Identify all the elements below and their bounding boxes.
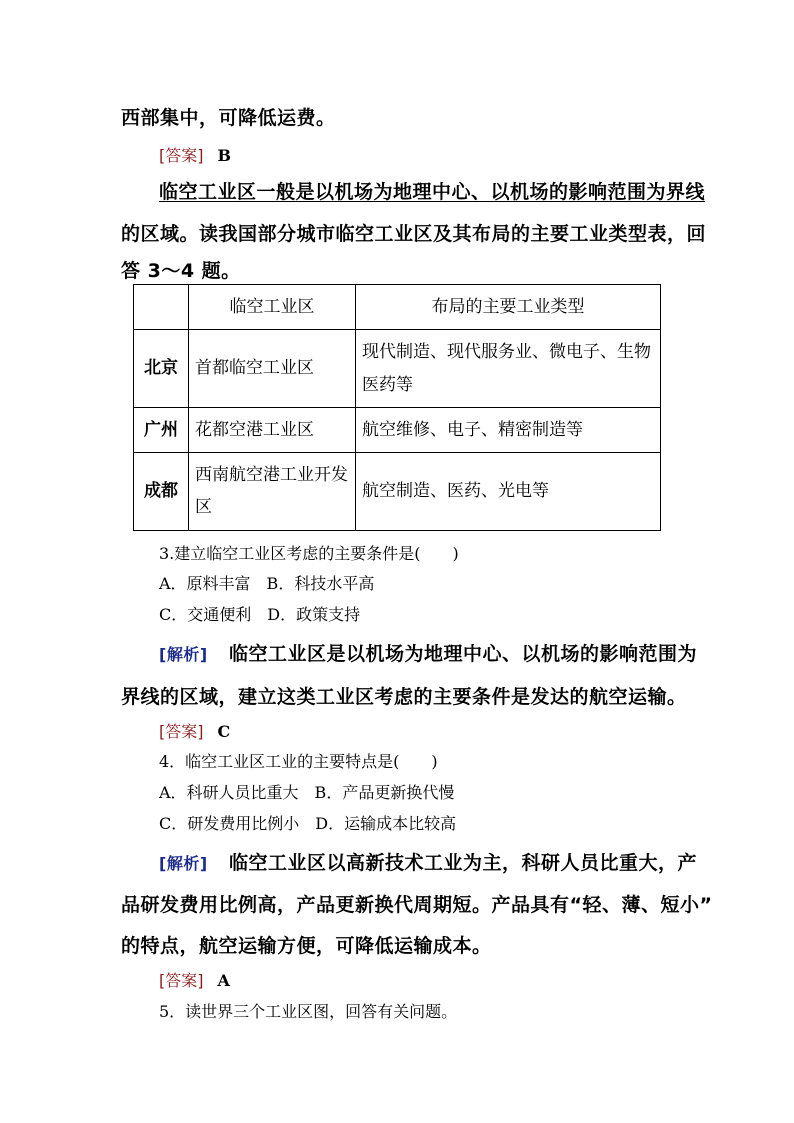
table-header-cell: 临空工业区 xyxy=(189,285,356,330)
industry-cell: 航空制造、医药、光电等 xyxy=(356,453,661,531)
answer-value: A xyxy=(217,971,230,990)
explanation-tag: [解析] xyxy=(159,645,208,664)
zone-cell: 西南航空港工业开发区 xyxy=(189,453,356,531)
table-row xyxy=(134,453,661,531)
answer-line-1 xyxy=(159,143,231,166)
answer-value: B xyxy=(217,146,232,165)
table-header-cell xyxy=(134,285,189,330)
question-4-options-ab: A．科研人员比重大 B．产品更新换代慢 xyxy=(159,783,455,802)
explanation-4-line-3: 的特点，航空运输方便，可降低运输成本。 xyxy=(121,935,492,957)
table-header-cell: 布局的主要工业类型 xyxy=(356,285,661,330)
explanation-4-line-1 xyxy=(159,848,697,875)
table-row xyxy=(134,407,661,452)
table-header-row xyxy=(134,285,661,330)
answer-line-3 xyxy=(159,719,230,742)
answer-tag: [答案] xyxy=(159,971,204,990)
zone-cell: 花都空港工业区 xyxy=(189,407,356,452)
intro-line-3: 答 3～4 题。 xyxy=(121,260,241,282)
explanation-text: 临空工业区以高新技术工业为主，科研人员比重大，产 xyxy=(229,852,698,874)
intro-line-1-text: 临空工业区一般是以机场为地理中心、以机场的影响范围为界线 xyxy=(159,181,706,203)
zone-cell: 首都临空工业区 xyxy=(189,330,356,408)
city-cell: 广州 xyxy=(134,407,189,452)
industrial-zone-table xyxy=(133,284,661,531)
industry-cell: 航空维修、电子、精密制造等 xyxy=(356,407,661,452)
answer-tag: [答案] xyxy=(159,722,204,741)
explanation-3-line-1 xyxy=(159,639,697,666)
city-cell: 成都 xyxy=(134,453,189,531)
question-3-stem: 3.建立临空工业区考虑的主要条件是( ) xyxy=(159,544,459,563)
question-3-options-cd: C．交通便利 D．政策支持 xyxy=(159,605,361,624)
question-5-stem: 5．读世界三个工业区图，回答有关问题。 xyxy=(159,1002,458,1021)
paragraph-continuation: 西部集中，可降低运费。 xyxy=(121,107,336,129)
explanation-3-line-2: 界线的区域，建立这类工业区考虑的主要条件是发达的航空运输。 xyxy=(121,686,687,708)
industry-cell: 现代制造、现代服务业、微电子、生物医药等 xyxy=(356,330,661,408)
explanation-tag: [解析] xyxy=(159,854,208,873)
explanation-4-line-2: 品研发费用比例高，产品更新换代周期短。产品具有“轻、薄、短小” xyxy=(121,894,713,916)
table-row xyxy=(134,330,661,408)
intro-line-2: 的区域。读我国部分城市临空工业区及其布局的主要工业类型表，回 xyxy=(121,223,707,245)
answer-tag: [答案] xyxy=(159,146,204,165)
question-3-options-ab: A．原料丰富 B．科技水平高 xyxy=(159,574,375,593)
city-cell: 北京 xyxy=(134,330,189,408)
intro-line-1 xyxy=(159,177,705,204)
question-4-options-cd: C．研发费用比例小 D．运输成本比较高 xyxy=(159,814,457,833)
answer-value: C xyxy=(217,722,231,741)
question-4-stem: 4．临空工业区工业的主要特点是( ) xyxy=(159,752,438,771)
explanation-text: 临空工业区是以机场为地理中心、以机场的影响范围为 xyxy=(229,643,698,665)
answer-line-4 xyxy=(159,968,230,991)
